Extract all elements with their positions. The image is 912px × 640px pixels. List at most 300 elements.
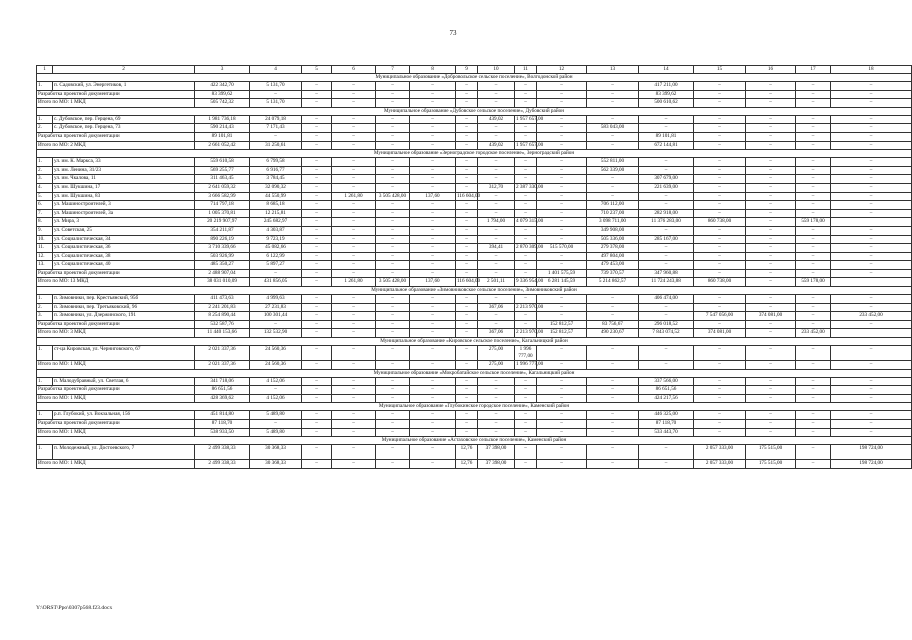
value-cell: – (796, 377, 831, 386)
value-cell: – (537, 226, 587, 235)
value-cell: – (537, 420, 587, 429)
value-cell: – (537, 124, 587, 133)
value-cell: – (332, 411, 376, 420)
value-cell: – (302, 99, 332, 108)
row-number-cell: 8. (37, 218, 53, 227)
value-cell: – (332, 218, 376, 227)
summary-row (37, 320, 912, 329)
value-cell: 89 101,81 (195, 132, 250, 141)
value-cell: – (537, 361, 587, 370)
value-cell: – (515, 158, 537, 167)
value-cell: 569 255,77 (195, 166, 250, 175)
value-cell: 337 566,00 (639, 377, 694, 386)
value-cell: – (796, 428, 831, 437)
value-cell: – (746, 235, 796, 244)
value-cell: – (831, 175, 912, 184)
value-cell: – (456, 394, 478, 403)
value-cell: – (456, 158, 478, 167)
value-cell: – (746, 411, 796, 420)
value-cell: 296 018,52 (639, 320, 694, 329)
value-cell: 860 738,00 (694, 218, 746, 227)
value-cell: 30 368,33 (250, 460, 302, 469)
value-cell: – (746, 90, 796, 99)
value-cell: 307 679,00 (639, 175, 694, 184)
value-cell: 2 213 970,00 (515, 329, 537, 338)
value-cell: – (478, 261, 515, 270)
value-cell: – (831, 183, 912, 192)
value-cell: – (302, 278, 332, 287)
value-cell: 11 440 153,66 (195, 329, 250, 338)
value-cell: – (587, 141, 639, 150)
value-cell: 152 812,57 (537, 329, 587, 338)
address-cell: ул. Машиностроителей, 3а (53, 209, 195, 218)
column-number: 5 (302, 66, 332, 74)
value-cell: – (376, 269, 410, 278)
value-cell: – (410, 295, 456, 304)
value-cell: – (302, 252, 332, 261)
value-cell: – (746, 346, 796, 361)
column-number: 3 (195, 66, 250, 74)
value-cell: 152 812,57 (537, 320, 587, 329)
value-cell: – (537, 386, 587, 395)
value-cell: – (537, 377, 587, 386)
address-cell: ул. Мира, 3 (53, 218, 195, 227)
row-label: Разработка проектной документации (37, 269, 195, 278)
value-cell: – (456, 201, 478, 210)
value-cell: 1 261,80 (332, 278, 376, 287)
value-cell: 132 532,90 (250, 329, 302, 338)
value-cell: – (746, 166, 796, 175)
value-cell: – (694, 132, 746, 141)
table-row (37, 445, 912, 460)
value-cell: – (376, 420, 410, 429)
value-cell: – (302, 244, 332, 253)
value-cell: 12,76 (456, 460, 478, 469)
row-label: Разработка проектной документации (37, 320, 195, 329)
value-cell: – (376, 428, 410, 437)
value-cell: – (694, 420, 746, 429)
value-cell: – (410, 312, 456, 321)
value-cell: – (537, 166, 587, 175)
value-cell: – (746, 218, 796, 227)
value-cell: 2 057 333,00 (694, 460, 746, 469)
value-cell: – (410, 420, 456, 429)
value-cell: 4 999,63 (250, 295, 302, 304)
value-cell: – (796, 361, 831, 370)
value-cell: – (796, 99, 831, 108)
value-cell: – (376, 209, 410, 218)
value-cell: 24 560,36 (250, 346, 302, 361)
summary-row (37, 132, 912, 141)
value-cell: – (587, 295, 639, 304)
value-cell: 3 666 582,99 (195, 192, 250, 201)
row-number-cell: 10. (37, 235, 53, 244)
value-cell: – (746, 183, 796, 192)
value-cell: 83 399,62 (195, 90, 250, 99)
value-cell: – (302, 295, 332, 304)
value-cell: 233 452,00 (831, 312, 912, 321)
value-cell: 83 756,67 (587, 320, 639, 329)
value-cell: – (410, 99, 456, 108)
value-cell: – (587, 312, 639, 321)
table-row (37, 183, 912, 192)
value-cell: – (796, 320, 831, 329)
value-cell: – (410, 320, 456, 329)
address-cell: ул. Советская, 25 (53, 226, 195, 235)
value-cell: 87 118,70 (195, 420, 250, 429)
value-cell: – (694, 386, 746, 395)
value-cell: – (639, 124, 694, 133)
value-cell: 515 570,00 (537, 244, 587, 253)
value-cell: – (302, 132, 332, 141)
row-number-cell: 2. (37, 303, 53, 312)
value-cell: – (587, 82, 639, 91)
table-row (37, 235, 912, 244)
value-cell: – (410, 201, 456, 210)
value-cell: – (410, 132, 456, 141)
value-cell: – (376, 201, 410, 210)
value-cell: – (639, 244, 694, 253)
row-label: Разработка проектной документации (37, 420, 195, 429)
value-cell: 417 211,00 (639, 82, 694, 91)
column-number: 4 (250, 66, 302, 74)
value-cell: – (796, 132, 831, 141)
value-cell: – (410, 303, 456, 312)
value-cell: – (410, 141, 456, 150)
value-cell: 9 336 954,00 (515, 278, 537, 287)
value-cell: – (831, 226, 912, 235)
table-row (37, 124, 912, 133)
value-cell: – (587, 445, 639, 460)
value-cell: – (831, 386, 912, 395)
summary-row (37, 420, 912, 429)
value-cell: 275,00 (478, 361, 515, 370)
value-cell: – (587, 377, 639, 386)
value-cell: 1 957 657,00 (515, 141, 537, 150)
value-cell: 1 005 370,81 (195, 209, 250, 218)
value-cell: – (639, 166, 694, 175)
value-cell: – (410, 166, 456, 175)
value-cell: – (796, 295, 831, 304)
value-cell: – (746, 303, 796, 312)
value-cell: – (796, 192, 831, 201)
value-cell: 1 996 777,00 (515, 361, 537, 370)
value-cell: 2 499 338,33 (195, 445, 250, 460)
value-cell: 1 981 736,18 (195, 115, 250, 124)
value-cell: 2 057 333,00 (694, 445, 746, 460)
value-cell: – (537, 394, 587, 403)
summary-row (37, 90, 912, 99)
value-cell: 2 501,11 (478, 278, 515, 287)
municipality-title: Муниципальное образование «Дубовское сельское поселение», Дубовский район (37, 107, 912, 115)
value-cell: – (376, 252, 410, 261)
value-cell: – (537, 158, 587, 167)
value-cell: – (796, 183, 831, 192)
value-cell: – (250, 320, 302, 329)
value-cell: – (746, 82, 796, 91)
value-cell: 1 996 777,00 (515, 346, 537, 361)
value-cell: – (376, 175, 410, 184)
value-cell: – (332, 428, 376, 437)
value-cell: – (376, 183, 410, 192)
column-number: 2 (53, 66, 195, 74)
value-cell: – (537, 209, 587, 218)
value-cell: – (410, 226, 456, 235)
value-cell: – (302, 460, 332, 469)
value-cell: – (537, 411, 587, 420)
value-cell: – (831, 166, 912, 175)
value-cell: – (478, 201, 515, 210)
value-cell: – (694, 261, 746, 270)
value-cell: 394,41 (478, 244, 515, 253)
summary-row (37, 394, 912, 403)
table-row (37, 303, 912, 312)
table-row (37, 226, 912, 235)
municipality-section-row (37, 403, 912, 411)
value-cell: – (537, 218, 587, 227)
value-cell: – (831, 209, 912, 218)
value-cell: – (746, 158, 796, 167)
value-cell: – (302, 312, 332, 321)
value-cell: – (694, 428, 746, 437)
value-cell: – (456, 141, 478, 150)
value-cell: 505 742,32 (195, 99, 250, 108)
value-cell: – (746, 295, 796, 304)
value-cell: 3 784,45 (250, 175, 302, 184)
value-cell: 446 325,00 (639, 411, 694, 420)
value-cell: 12 215,81 (250, 209, 302, 218)
value-cell: 175 515,00 (746, 460, 796, 469)
value-cell: – (537, 132, 587, 141)
value-cell (831, 329, 912, 338)
value-cell: – (746, 261, 796, 270)
value-cell: – (302, 226, 332, 235)
value-cell: 714 797,18 (195, 201, 250, 210)
value-cell: 198 724,00 (831, 445, 912, 460)
value-cell: – (515, 82, 537, 91)
value-cell: – (639, 303, 694, 312)
value-cell: – (332, 420, 376, 429)
value-cell: – (587, 394, 639, 403)
value-cell: 221 639,00 (639, 183, 694, 192)
value-cell: – (587, 175, 639, 184)
value-cell: – (302, 329, 332, 338)
value-cell: – (796, 303, 831, 312)
value-cell: – (478, 158, 515, 167)
address-cell: ул. Социалистическая, 36 (53, 244, 195, 253)
value-cell: – (694, 201, 746, 210)
value-cell: – (639, 312, 694, 321)
value-cell: 86 651,56 (639, 386, 694, 395)
value-cell: – (250, 269, 302, 278)
value-cell: 562 339,00 (587, 166, 639, 175)
value-cell: – (376, 346, 410, 361)
address-cell: п. Зимовники, пер. Крестьянский, 95б (53, 295, 195, 304)
summary-row (37, 269, 912, 278)
value-cell: – (746, 141, 796, 150)
table-row (37, 175, 912, 184)
value-cell: – (796, 82, 831, 91)
value-cell: 6 122,99 (250, 252, 302, 261)
value-cell: – (831, 269, 912, 278)
column-number: 10 (478, 66, 515, 74)
page-number: 73 (449, 29, 457, 37)
value-cell: 367,06 (478, 329, 515, 338)
value-cell: 7 843 074,52 (639, 329, 694, 338)
value-cell: 279 378,00 (587, 244, 639, 253)
table-row (37, 312, 912, 321)
value-cell: 30 368,33 (250, 445, 302, 460)
table-row (37, 261, 912, 270)
value-cell: – (831, 420, 912, 429)
value-cell: 198 724,00 (831, 460, 912, 469)
address-cell: ул. им. Шукшина, 17 (53, 183, 195, 192)
column-number: 6 (332, 66, 376, 74)
value-cell: 354 211,87 (195, 226, 250, 235)
summary-row (37, 386, 912, 395)
value-cell: – (478, 192, 515, 201)
value-cell: – (746, 175, 796, 184)
address-cell: ул. им. Шукшина, 83 (53, 192, 195, 201)
value-cell: – (537, 115, 587, 124)
value-cell: – (376, 394, 410, 403)
value-cell: – (639, 252, 694, 261)
value-cell: – (831, 124, 912, 133)
column-number: 16 (746, 66, 796, 74)
value-cell: 406 474,00 (639, 295, 694, 304)
value-cell: – (639, 226, 694, 235)
value-cell: 5 214 862,57 (587, 278, 639, 287)
value-cell: 439,02 (478, 141, 515, 150)
value-cell: – (332, 183, 376, 192)
municipality-title: Муниципальное образование «Зерноградское городское поселение», Зерноградский район (37, 150, 912, 158)
value-cell: – (515, 420, 537, 429)
value-cell: 2 488 907,04 (195, 269, 250, 278)
value-cell: – (410, 386, 456, 395)
value-cell: – (796, 124, 831, 133)
value-cell: – (376, 460, 410, 469)
value-cell: 341 718,06 (195, 377, 250, 386)
value-cell: – (796, 386, 831, 395)
value-cell: 175 515,00 (746, 445, 796, 460)
value-cell: – (376, 124, 410, 133)
value-cell: – (302, 428, 332, 437)
value-cell: – (515, 261, 537, 270)
value-cell: 347 960,88 (639, 269, 694, 278)
value-cell: – (515, 192, 537, 201)
summary-row (37, 278, 912, 287)
value-cell: 2 499 338,33 (195, 460, 250, 469)
value-cell: – (478, 269, 515, 278)
value-cell: – (831, 192, 912, 201)
value-cell: – (332, 235, 376, 244)
value-cell: – (796, 420, 831, 429)
value-cell: – (639, 201, 694, 210)
value-cell: 739 370,57 (587, 269, 639, 278)
value-cell: – (587, 420, 639, 429)
value-cell: – (410, 183, 456, 192)
value-cell: – (694, 377, 746, 386)
column-number: 15 (694, 66, 746, 74)
value-cell: 422 342,70 (195, 82, 250, 91)
column-number-row (37, 66, 912, 74)
row-label: Итого по МО: 3 МКД (37, 329, 195, 338)
value-cell: – (515, 252, 537, 261)
value-cell: – (831, 346, 912, 361)
value-cell: – (332, 132, 376, 141)
value-cell: 505 336,00 (587, 235, 639, 244)
value-cell: – (746, 252, 796, 261)
value-cell: – (537, 303, 587, 312)
value-cell: 2 641 059,32 (195, 183, 250, 192)
value-cell: 411 473,63 (195, 295, 250, 304)
repair-schedule-table (36, 65, 883, 469)
value-cell: – (587, 386, 639, 395)
value-cell: 5 897,27 (250, 261, 302, 270)
value-cell: – (537, 192, 587, 201)
value-cell: 890 226,19 (195, 235, 250, 244)
value-cell: – (537, 312, 587, 321)
value-cell: – (796, 346, 831, 361)
value-cell: – (478, 99, 515, 108)
row-number-cell: 6. (37, 201, 53, 210)
value-cell: – (515, 226, 537, 235)
value-cell: 1 401 575,59 (537, 269, 587, 278)
value-cell: 533 443,70 (639, 428, 694, 437)
value-cell: – (332, 386, 376, 395)
value-cell: – (410, 445, 456, 460)
value-cell: – (694, 209, 746, 218)
value-cell: 5 131,70 (250, 99, 302, 108)
value-cell: – (746, 278, 796, 287)
value-cell: – (376, 261, 410, 270)
address-cell: с. Дубовское, пер. Герцена, 69 (53, 115, 195, 124)
value-cell: – (478, 394, 515, 403)
value-cell: – (831, 132, 912, 141)
value-cell: 532 587,76 (195, 320, 250, 329)
value-cell: – (694, 124, 746, 133)
value-cell: – (515, 90, 537, 99)
value-cell: 11 376 283,00 (639, 218, 694, 227)
value-cell: 83 399,62 (639, 90, 694, 99)
value-cell: 431 856,05 (250, 278, 302, 287)
address-cell: ул. Машиностроителей, 3 (53, 201, 195, 210)
value-cell: – (332, 312, 376, 321)
address-cell: ул. Социалистическая, 40 (53, 261, 195, 270)
column-number: 11 (515, 66, 537, 74)
value-cell: – (694, 141, 746, 150)
municipality-title: Муниципальное образование «Глубокинское городское поселение», Каменский район (37, 403, 912, 411)
value-cell: – (796, 141, 831, 150)
municipality-section-row (37, 437, 912, 445)
value-cell: – (796, 209, 831, 218)
value-cell: – (376, 244, 410, 253)
value-cell: – (332, 445, 376, 460)
value-cell: – (796, 312, 831, 321)
value-cell: – (302, 386, 332, 395)
value-cell: 89 101,81 (639, 132, 694, 141)
value-cell: – (831, 244, 912, 253)
value-cell: – (831, 320, 912, 329)
column-number: 13 (587, 66, 639, 74)
value-cell: 38 031 010,09 (195, 278, 250, 287)
value-cell: 37 398,00 (478, 445, 515, 460)
value-cell: – (410, 428, 456, 437)
value-cell: – (537, 235, 587, 244)
value-cell: – (478, 428, 515, 437)
row-label: Итого по МО: 1 МКД (37, 394, 195, 403)
row-number-cell: 1. (37, 411, 53, 420)
